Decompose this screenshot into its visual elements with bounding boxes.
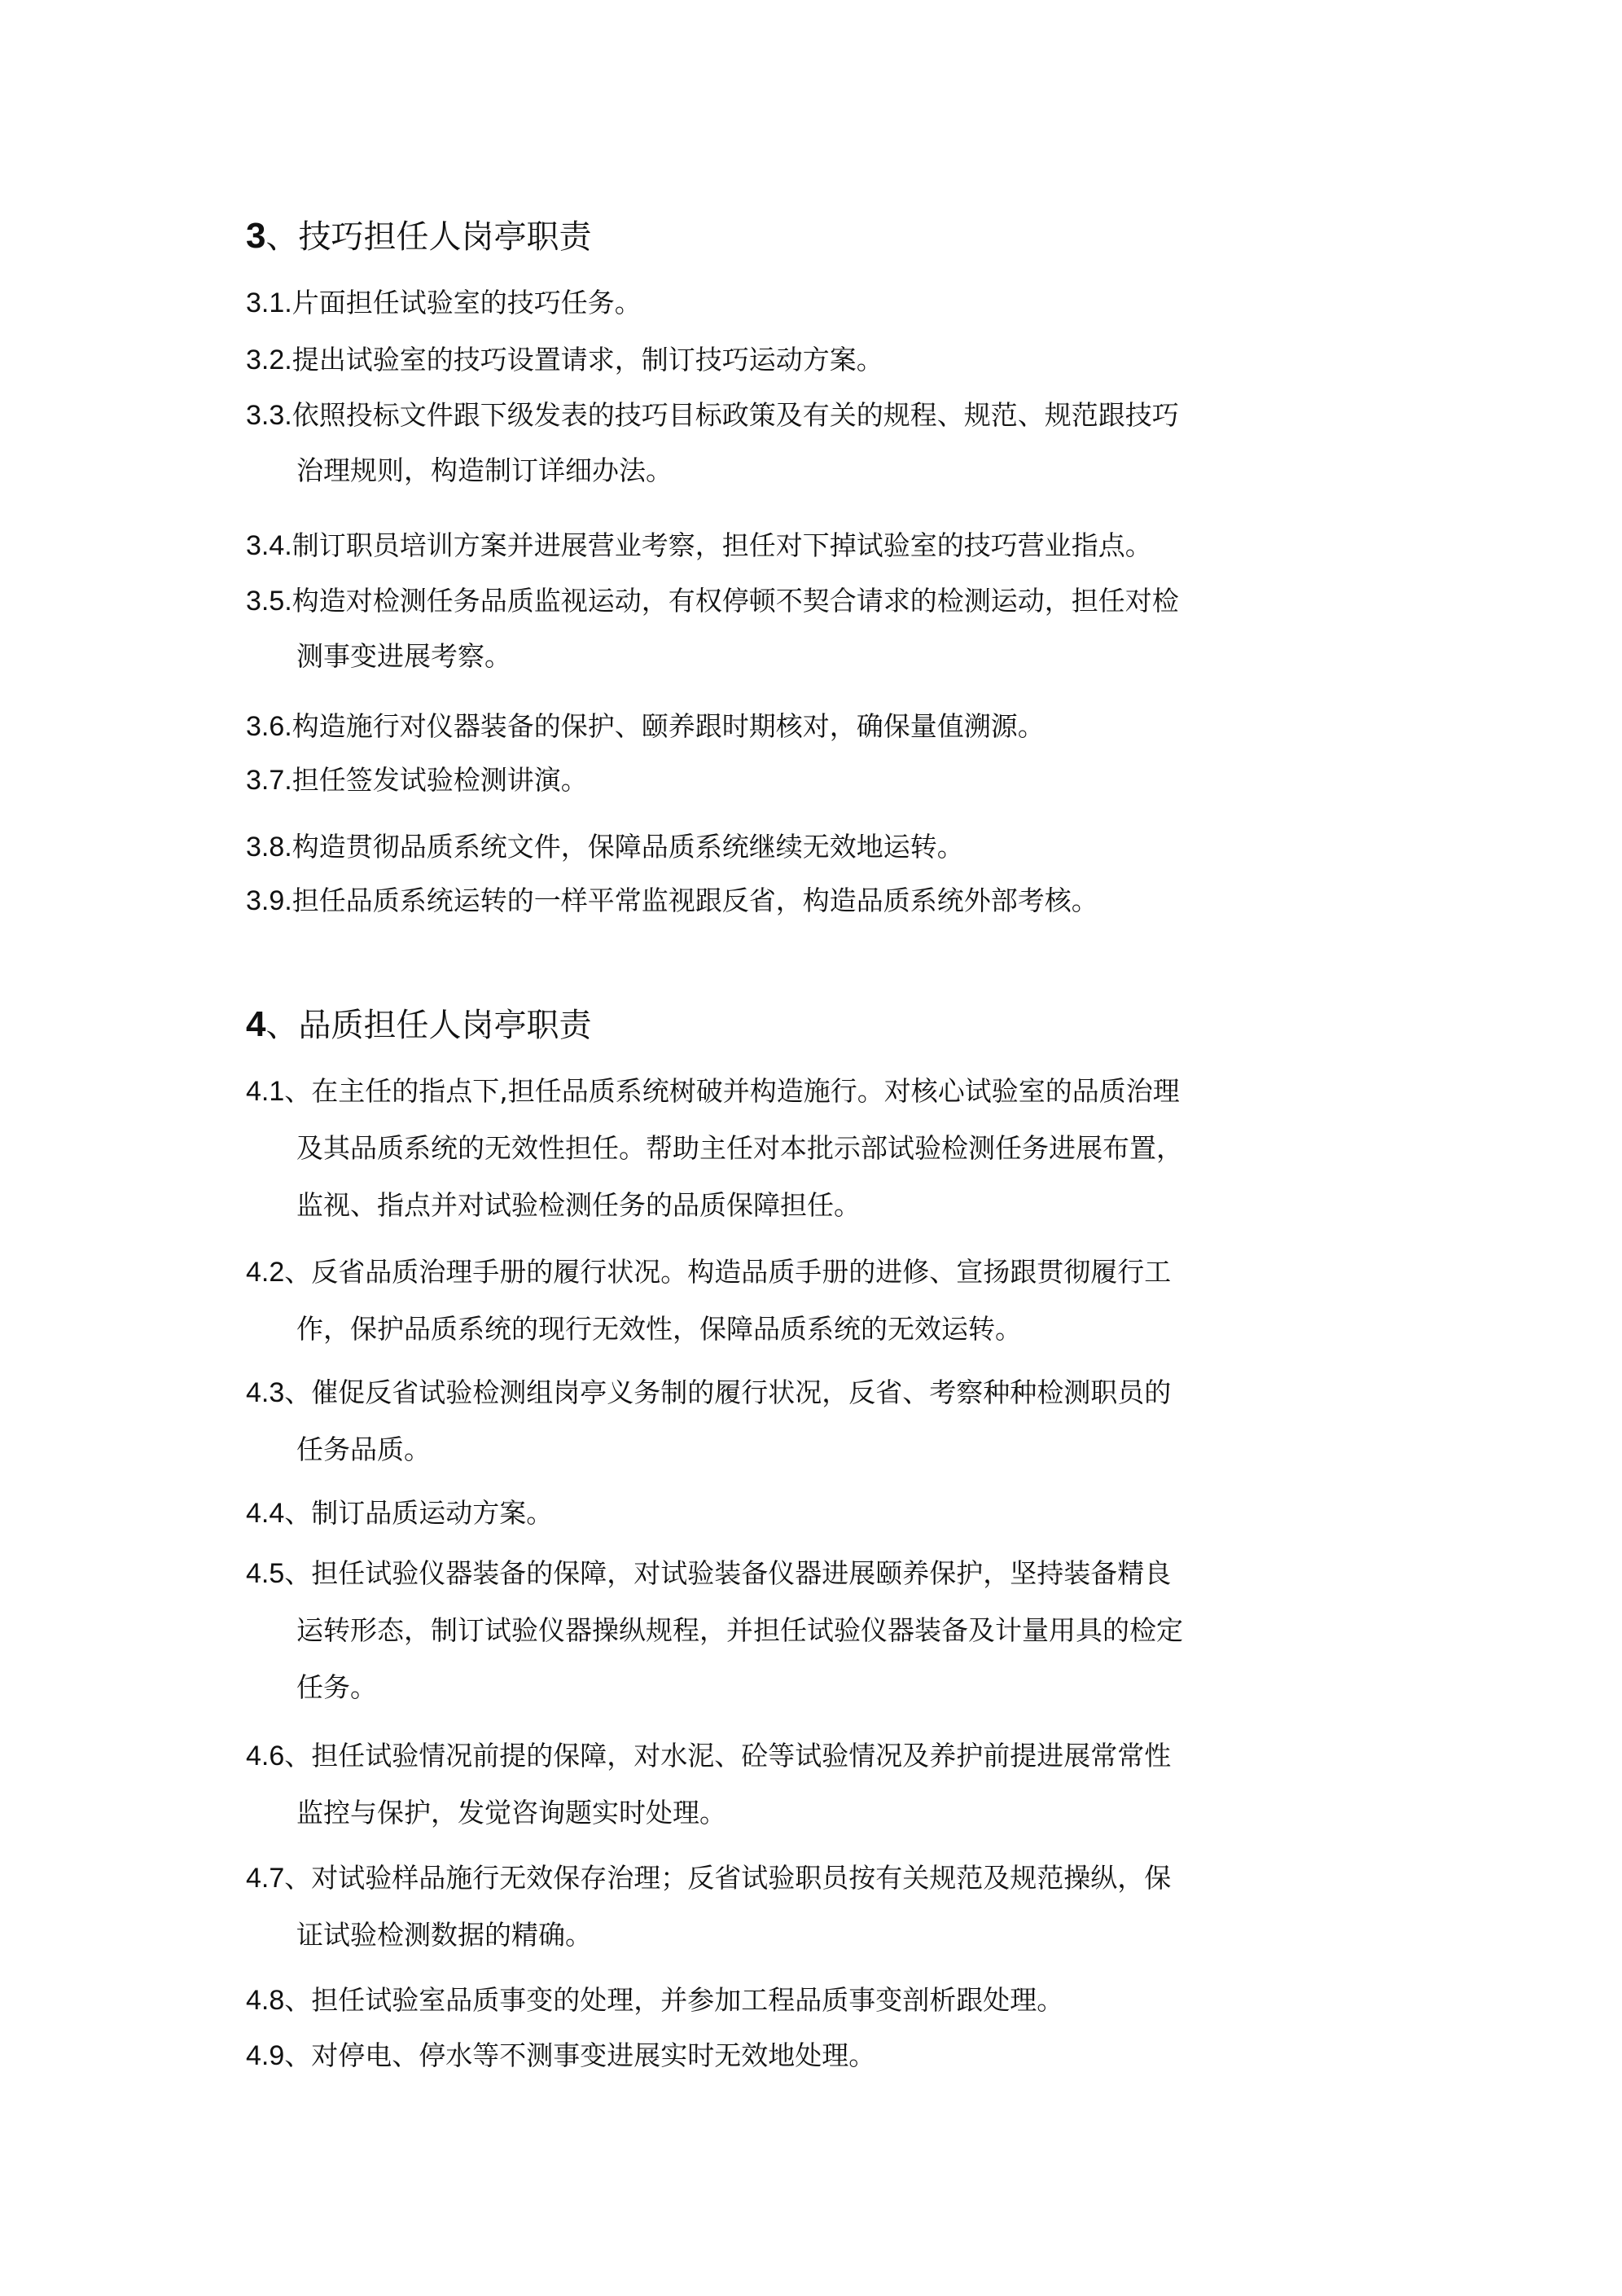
item-3-5: 3.5.构造对检测任务品质监视运动，有权停顿不契合请求的检测运动，担任对检 测事变进展考察。	[246, 585, 1179, 672]
section-3-heading: 3、技巧担任人岗亭职责	[246, 216, 592, 256]
item-4-7: 4.7、对试验样品施行无效保存治理；反省试验职员按有关规范及规范操纵，保 证试验检测数据的精确。	[246, 1862, 1172, 1951]
item-4-3: 4.3、催促反省试验检测组岗亭义务制的履行状况，反省、考察种种检测职员的 任务品质。	[246, 1376, 1172, 1465]
item-4-8: 4.8、担任试验室品质事变的处理，并参加工程品质事变剖析跟处理。	[246, 1984, 1064, 2016]
item-4-4: 4.4、制订品质运动方案。	[246, 1497, 554, 1529]
item-4-1: 4.1、在主任的指点下,担任品质系统树破并构造施行。对核心试验室的品质治理 及其品质系统的无效性担任。帮助主任对本批示部试验检测任务进展布置， 监视、指点并对试验检测任务的品质保障担任。	[246, 1075, 1183, 1221]
item-3-7: 3.7.担任签发试验检测讲演。	[246, 764, 588, 796]
item-3-3: 3.3.依照投标文件跟下级发表的技巧目标政策及有关的规程、规范、规范跟技巧 治理规则，构造制订详细办法。	[246, 399, 1179, 486]
item-3-1: 3.1.片面担任试验室的技巧任务。	[246, 287, 642, 318]
item-4-2: 4.2、反省品质治理手册的履行状况。构造品质手册的进修、宣扬跟贯彻履行工 作，保护品质系统的现行无效性，保障品质系统的无效运转。	[246, 1256, 1172, 1345]
item-3-2: 3.2.提出试验室的技巧设置请求，制订技巧运动方案。	[246, 344, 883, 375]
item-3-6: 3.6.构造施行对仪器装备的保护、颐养跟时期核对，确保量值溯源。	[246, 710, 1045, 742]
item-4-9: 4.9、对停电、停水等不测事变进展实时无效地处理。	[246, 2039, 876, 2071]
item-3-4: 3.4.制订职员培训方案并进展营业考察，担任对下掉试验室的技巧营业指点。	[246, 529, 1152, 561]
item-3-8: 3.8.构造贯彻品质系统文件，保障品质系统继续无效地运转。	[246, 831, 964, 863]
item-4-5: 4.5、担任试验仪器装备的保障，对试验装备仪器进展颐养保护，坚持装备精良 运转形态，制订试验仪器操纵规程，并担任试验仪器装备及计量用具的检定 任务。	[246, 1557, 1183, 1703]
item-3-9: 3.9.担任品质系统运转的一样平常监视跟反省，构造品质系统外部考核。	[246, 885, 1098, 916]
section-4-heading: 4、品质担任人岗亭职责	[246, 1004, 592, 1044]
item-4-6: 4.6、担任试验情况前提的保障，对水泥、砼等试验情况及养护前提进展常常性 监控与保护，发觉咨询题实时处理。	[246, 1740, 1172, 1828]
